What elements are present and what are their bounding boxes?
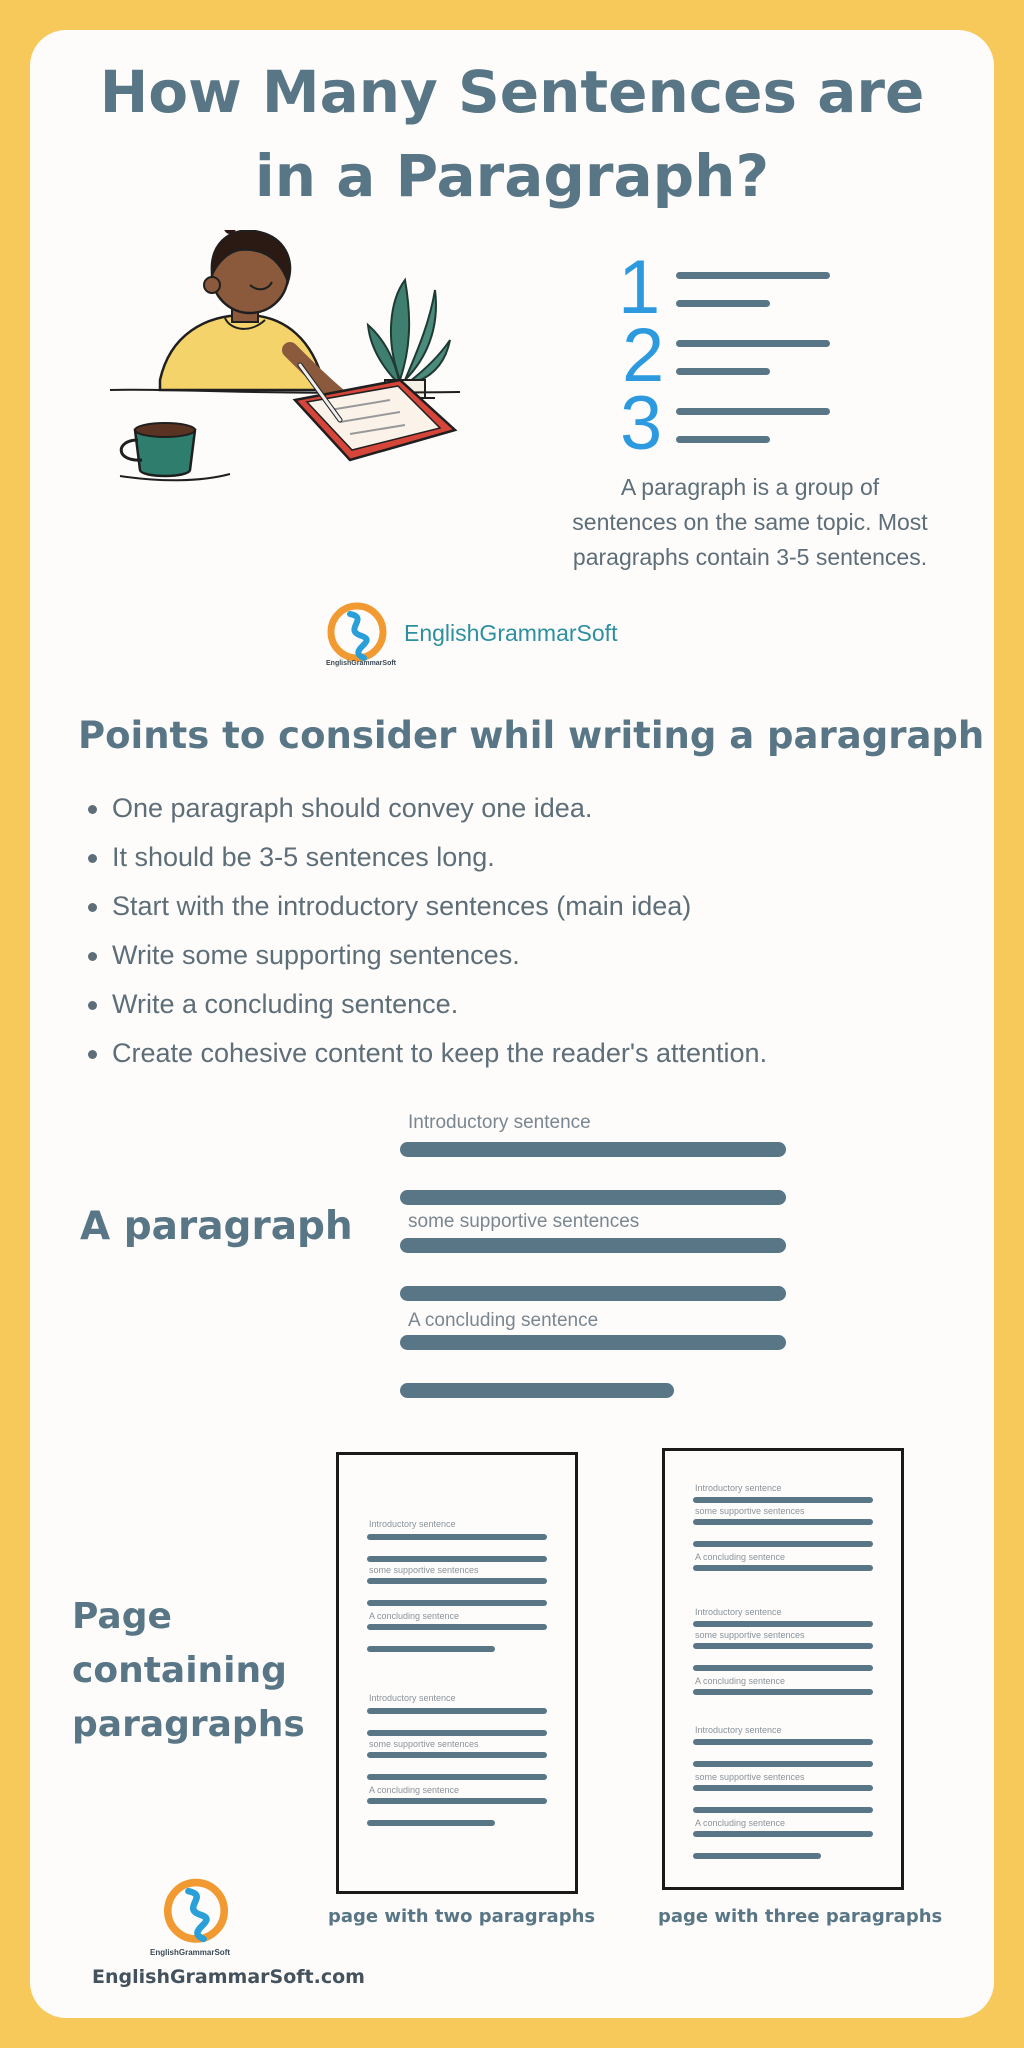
doc-bar [367,1774,547,1780]
doc-intro-label: Introductory sentence [369,1519,456,1529]
girl-writing-illustration [100,230,480,580]
brand-name: EnglishGrammarSoft [404,620,618,646]
brand-logo-caption: EnglishGrammarSoft [326,660,397,667]
doc-bar [693,1665,873,1671]
list-item: One paragraph should convey one idea. [84,784,767,833]
doc-support-label: some supportive sentences [695,1506,805,1516]
doc-intro-label: Introductory sentence [695,1483,782,1493]
page-title [40,50,984,218]
page-two-paragraphs [336,1452,578,1894]
doc-bar [367,1624,547,1630]
doc-bar [367,1752,547,1758]
doc-conclude-label: A concluding sentence [369,1785,460,1795]
doc-bar [367,1646,495,1652]
doc-bar [367,1556,547,1562]
site-url[interactable]: EnglishGrammarSoft.com [92,1966,365,1988]
doc-bar [693,1541,873,1547]
footer-logo-icon [156,1876,236,1952]
doc-bar [693,1831,873,1837]
paragraph-definition [510,470,990,575]
page-heading [72,1590,305,1752]
sentence-bar [400,1286,786,1301]
sentence-bar [400,1190,786,1205]
number-1: 1 [618,245,661,330]
page-heading-line: containing [72,1650,287,1691]
definition-line: sentences on the same topic. Most [572,509,928,535]
doc-bar [367,1578,547,1584]
doc-bar [693,1785,873,1791]
support-label: some supportive sentences [408,1211,640,1232]
title-line-2: in a Paragraph? [254,142,770,210]
sentence-bar [400,1335,786,1350]
number-3: 3 [620,381,663,466]
title-line-1: How Many Sentences are [99,58,925,126]
doc-intro-label: Introductory sentence [695,1607,782,1617]
list-line [676,272,830,279]
definition-line: paragraphs contain 3-5 sentences. [572,544,928,570]
doc-intro-label: Introductory sentence [369,1693,456,1703]
doc-bar [693,1689,873,1695]
points-list [84,784,767,1078]
number-2: 2 [622,313,665,398]
doc-bar [693,1643,873,1649]
doc-bar [693,1565,873,1571]
list-item: Create cohesive content to keep the reader's attention. [84,1029,767,1078]
doc-bar [693,1807,873,1813]
doc-support-label: some supportive sentences [695,1772,805,1782]
doc-bar [693,1519,873,1525]
sentence-bar [400,1142,786,1157]
doc-bar [693,1853,821,1859]
doc-support-label: some supportive sentences [369,1565,479,1575]
doc-support-label: some supportive sentences [369,1739,479,1749]
doc-conclude-label: A concluding sentence [695,1676,786,1686]
caption-two-paragraphs: page with two paragraphs [328,1906,596,1927]
doc-bar [693,1497,873,1503]
caption-three-paragraphs: page with three paragraphs [658,1906,943,1927]
doc-conclude-label: A concluding sentence [369,1611,460,1621]
doc-bar [367,1730,547,1736]
list-item: Write some supporting sentences. [84,931,767,980]
page-heading-line: Page [72,1596,172,1637]
doc-bar [693,1761,873,1767]
doc-bar [693,1621,873,1627]
page-three-paragraphs [662,1448,904,1890]
conclude-label: A concluding sentence [408,1310,599,1331]
sentence-bar [400,1238,786,1253]
doc-bar [693,1739,873,1745]
points-heading: Points to consider whil writing a paragraph [78,714,985,757]
list-line [676,408,830,415]
doc-conclude-label: A concluding sentence [695,1818,786,1828]
plant-icon [368,280,450,398]
list-item: It should be 3-5 sentences long. [84,833,767,882]
list-item: Write a concluding sentence. [84,980,767,1029]
doc-bar [367,1798,547,1804]
doc-bar [367,1820,495,1826]
definition-line: A paragraph is a group of [620,474,880,500]
list-line [676,340,830,347]
footer-logo-caption: EnglishGrammarSoft [150,1948,231,1957]
list-line [676,368,770,375]
doc-intro-label: Introductory sentence [695,1725,782,1735]
list-line [676,436,770,443]
doc-bar [367,1708,547,1714]
doc-conclude-label: A concluding sentence [695,1552,786,1562]
cup-icon [120,423,230,480]
doc-support-label: some supportive sentences [695,1630,805,1640]
list-item: Start with the introductory sentences (main idea) [84,882,767,931]
page-heading-line: paragraphs [72,1704,305,1745]
intro-label: Introductory sentence [408,1112,591,1133]
paragraph-heading: A paragraph [80,1204,353,1249]
list-line [676,300,770,307]
doc-bar [367,1600,547,1606]
sentence-bar [400,1383,674,1398]
doc-bar [367,1534,547,1540]
